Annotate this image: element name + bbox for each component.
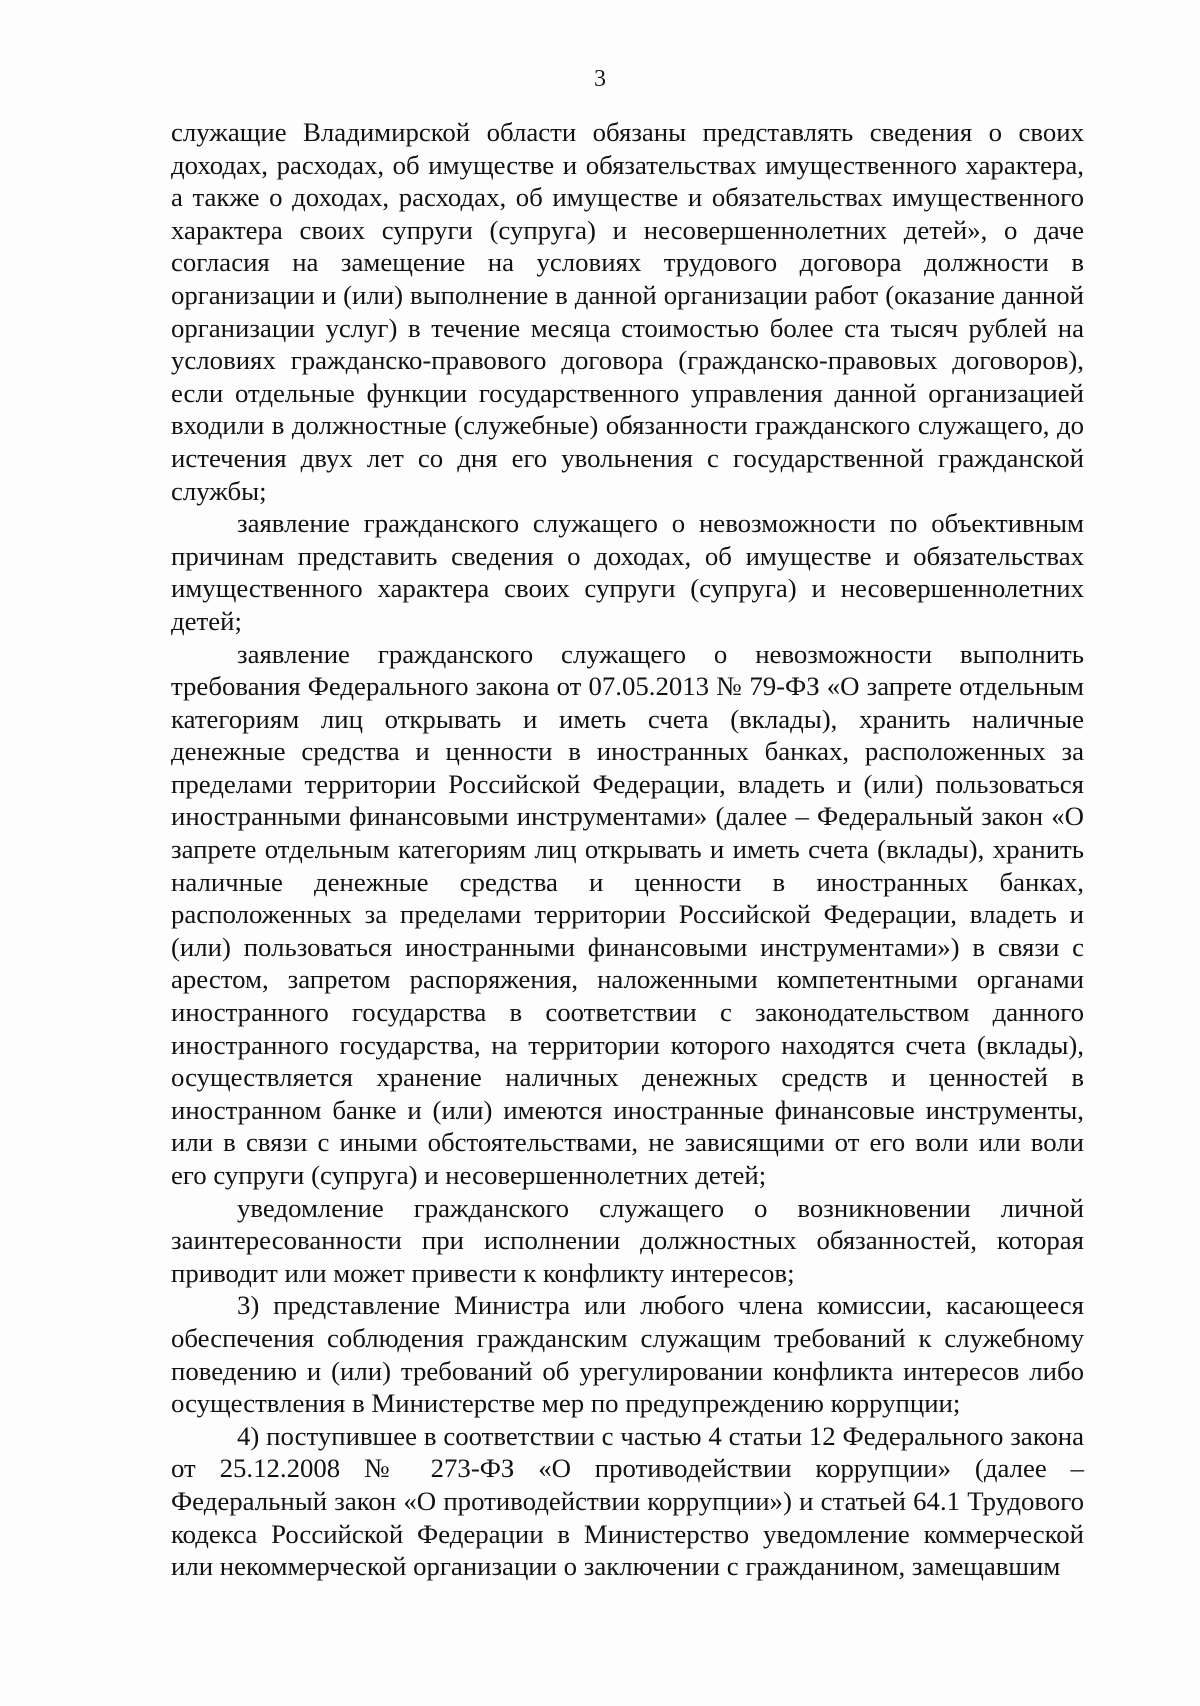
paragraph-4: уведомление гражданского служащего о возникновении личной заинтересованности при исполнении должностных обязанностей, которая приводит или может привести к конфликту интересов; <box>171 1192 1084 1288</box>
paragraph-1: служащие Владимирской области обязаны представлять сведения о своих доходах, расходах, об имуществе и обязательствах имущественного характера, а также о доходах, расходах, об имуществе и обязательствах имущественного характера своих супруги (супруга) и несовершеннолетних детей», о даче согласия на замещение на условиях трудового договора должности в организации и (или) выполнение в данной организации работ (оказание данной организации услуг) в течение месяца стоимостью более ста тысяч рублей на условиях гражданско-правового договора (гражданско-правовых договоров), если отдельные функции государственного управления данной организацией входили в должностные (служебные) обязанности гражданского служащего, до истечения двух лет со дня его увольнения с государственной гражданской службы; <box>171 117 1084 506</box>
page-number: 3 <box>594 66 606 92</box>
paragraph-3: заявление гражданского служащего о невозможности выполнить требования Федерального закона от 07.05.2013 № 79-ФЗ «О запрете отдельным категориям лиц открывать и иметь счета (вклады), хранить наличные денежные средства и ценности в иностранных банках, расположенных за пределами территории Российской Федерации, владеть и (или) пользоваться иностранными финансовыми инструментами» (далее – Федеральный закон «О запрете отдельным категориям лиц открывать и иметь счета (вклады), хранить наличные денежные средства и ценности в иностранных банках, расположенных за пределами территории Российской Федерации, владеть и (или) пользоваться иностранными финансовыми инструментами») в связи с арестом, запретом распоряжения, наложенными компетентными органами иностранного государства в соответствии с законодательством данного иностранного государства, на территории которого находятся счета (вклады), осуществляется хранение наличных денежных средств и ценностей в иностранном банке и (или) имеются иностранные финансовые инструменты, или в связи с иными обстоятельствами, не зависящими от его воли или воли его супруги (супруга) и несовершеннолетних детей; <box>171 638 1084 1190</box>
paragraph-5: 3) представление Министра или любого члена комиссии, касающееся обеспечения соблюдения гражданским служащим требований к служебному поведению и (или) требований об урегулировании конфликта интересов либо осуществления в Министерстве мер по предупреждению коррупции; <box>171 1290 1084 1419</box>
paragraph-2: заявление гражданского служащего о невозможности по объективным причинам представить сведения о доходах, об имуществе и обязательствах имущественного характера своих супруги (супруга) и несовершеннолетних детей; <box>171 508 1084 636</box>
paragraph-6: 4) поступившее в соответствии с частью 4 статьи 12 Федерального закона от 25.12.2008 № 273-ФЗ «О противодействии коррупции» (далее – Федеральный закон «О противодействии коррупции») и статьей 64.1 Трудового кодекса Российской Федерации в Министерство уведомление коммерческой или некоммерческой организации о заключении с гражданином, замещавшим <box>171 1420 1084 1582</box>
document-body <box>171 116 1084 1583</box>
